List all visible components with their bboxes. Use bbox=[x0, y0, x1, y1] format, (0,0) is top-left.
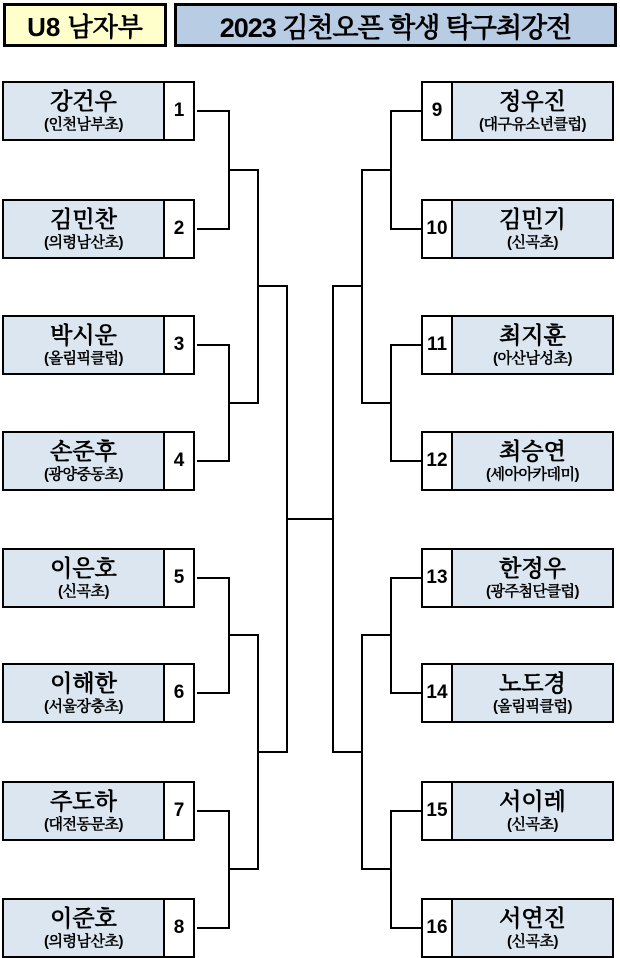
tournament-title: 2023 김천오픈 학생 탁구최강전 bbox=[174, 3, 617, 47]
bracket-entry-16 bbox=[421, 898, 614, 958]
player-school: (신곡초) bbox=[58, 583, 109, 600]
player-school: (인천남부초) bbox=[44, 116, 123, 133]
bracket-line bbox=[197, 344, 230, 346]
player-box-6[interactable] bbox=[2, 663, 165, 723]
player-box-11[interactable] bbox=[451, 315, 614, 375]
bracket-entry-4 bbox=[2, 431, 195, 491]
bracket-line bbox=[390, 460, 421, 462]
player-school: (신곡초) bbox=[507, 234, 558, 251]
player-box-7[interactable] bbox=[2, 781, 165, 841]
player-name: 최승연 bbox=[499, 438, 566, 464]
bracket-line bbox=[332, 751, 363, 753]
player-name: 서연진 bbox=[499, 905, 566, 931]
player-box-14[interactable] bbox=[451, 663, 614, 723]
player-name: 박시운 bbox=[50, 322, 117, 348]
seed-number-4: 4 bbox=[163, 431, 195, 491]
player-box-8[interactable] bbox=[2, 898, 165, 958]
bracket-line bbox=[390, 927, 421, 929]
bracket-line bbox=[332, 285, 363, 287]
bracket-entry-6 bbox=[2, 663, 195, 723]
seed-number-12: 12 bbox=[421, 431, 453, 491]
seed-number-1: 1 bbox=[163, 81, 195, 141]
player-box-15[interactable] bbox=[451, 781, 614, 841]
bracket-line bbox=[197, 110, 230, 112]
player-box-9[interactable] bbox=[451, 81, 614, 141]
bracket-entry-1 bbox=[2, 81, 195, 141]
player-box-2[interactable] bbox=[2, 199, 165, 259]
bracket-line bbox=[197, 927, 230, 929]
bracket-line bbox=[390, 344, 421, 346]
seed-number-11: 11 bbox=[421, 315, 453, 375]
bracket-line bbox=[228, 868, 259, 870]
bracket-line bbox=[361, 868, 392, 870]
player-school: (아산남성초) bbox=[493, 350, 572, 367]
seed-number-14: 14 bbox=[421, 663, 453, 723]
bracket-entry-7 bbox=[2, 781, 195, 841]
bracket-entry-5 bbox=[2, 548, 195, 608]
bracket-entry-13 bbox=[421, 548, 614, 608]
bracket-line bbox=[390, 110, 421, 112]
bracket-line bbox=[361, 402, 392, 404]
bracket-entry-11 bbox=[421, 315, 614, 375]
bracket-line bbox=[197, 692, 230, 694]
bracket-line bbox=[197, 460, 230, 462]
player-box-16[interactable] bbox=[451, 898, 614, 958]
seed-number-8: 8 bbox=[163, 898, 195, 958]
bracket-line bbox=[286, 518, 334, 520]
bracket-line bbox=[197, 228, 230, 230]
seed-number-13: 13 bbox=[421, 548, 453, 608]
player-name: 이준호 bbox=[50, 905, 117, 931]
seed-number-10: 10 bbox=[421, 199, 453, 259]
bracket-line bbox=[390, 577, 421, 579]
player-name: 강건우 bbox=[50, 88, 117, 114]
player-school: (의령남산초) bbox=[44, 933, 123, 950]
player-school: (대전동문초) bbox=[44, 816, 123, 833]
player-name: 서이레 bbox=[499, 788, 566, 814]
seed-number-6: 6 bbox=[163, 663, 195, 723]
seed-number-2: 2 bbox=[163, 199, 195, 259]
bracket-line bbox=[361, 169, 392, 171]
seed-number-5: 5 bbox=[163, 548, 195, 608]
player-name: 정우진 bbox=[499, 88, 566, 114]
player-school: (세아아카데미) bbox=[486, 466, 579, 483]
player-box-4[interactable] bbox=[2, 431, 165, 491]
player-box-1[interactable] bbox=[2, 81, 165, 141]
bracket-line bbox=[228, 402, 259, 404]
bracket-entry-8 bbox=[2, 898, 195, 958]
player-school: (올림픽클럽) bbox=[493, 698, 572, 715]
player-name: 손준후 bbox=[50, 438, 117, 464]
bracket-line bbox=[257, 285, 288, 287]
player-name: 주도하 bbox=[50, 788, 117, 814]
bracket-entry-9 bbox=[421, 81, 614, 141]
bracket-entry-3 bbox=[2, 315, 195, 375]
seed-number-9: 9 bbox=[421, 81, 453, 141]
bracket-line bbox=[228, 169, 259, 171]
seed-number-7: 7 bbox=[163, 781, 195, 841]
player-school: (신곡초) bbox=[507, 933, 558, 950]
player-name: 이해한 bbox=[50, 670, 117, 696]
bracket-line bbox=[228, 634, 259, 636]
player-school: (광양중동초) bbox=[44, 466, 123, 483]
player-school: (신곡초) bbox=[507, 816, 558, 833]
bracket-line bbox=[197, 577, 230, 579]
player-box-13[interactable] bbox=[451, 548, 614, 608]
player-school: (의령남산초) bbox=[44, 234, 123, 251]
seed-number-3: 3 bbox=[163, 315, 195, 375]
bracket-line bbox=[197, 810, 230, 812]
player-name: 노도경 bbox=[499, 670, 566, 696]
player-school: (대구유소년클럽) bbox=[479, 116, 586, 133]
player-box-5[interactable] bbox=[2, 548, 165, 608]
player-box-10[interactable] bbox=[451, 199, 614, 259]
player-name: 최지훈 bbox=[499, 322, 566, 348]
seed-number-15: 15 bbox=[421, 781, 453, 841]
bracket-line bbox=[257, 751, 288, 753]
bracket-entry-12 bbox=[421, 431, 614, 491]
bracket-line bbox=[390, 692, 421, 694]
bracket-entry-2 bbox=[2, 199, 195, 259]
bracket-entry-15 bbox=[421, 781, 614, 841]
bracket-line bbox=[390, 810, 421, 812]
bracket-entry-14 bbox=[421, 663, 614, 723]
player-name: 김민찬 bbox=[50, 206, 117, 232]
bracket-line bbox=[361, 634, 392, 636]
player-school: (올림픽클럽) bbox=[44, 350, 123, 367]
bracket-line bbox=[390, 228, 421, 230]
bracket-entry-10 bbox=[421, 199, 614, 259]
player-school: (서울장충초) bbox=[44, 698, 123, 715]
seed-number-16: 16 bbox=[421, 898, 453, 958]
player-name: 한정우 bbox=[499, 555, 566, 581]
player-box-3[interactable] bbox=[2, 315, 165, 375]
player-box-12[interactable] bbox=[451, 431, 614, 491]
division-header: U8 남자부 bbox=[3, 3, 167, 47]
player-school: (광주첨단클럽) bbox=[486, 583, 579, 600]
player-name: 김민기 bbox=[499, 206, 566, 232]
player-name: 이은호 bbox=[50, 555, 117, 581]
